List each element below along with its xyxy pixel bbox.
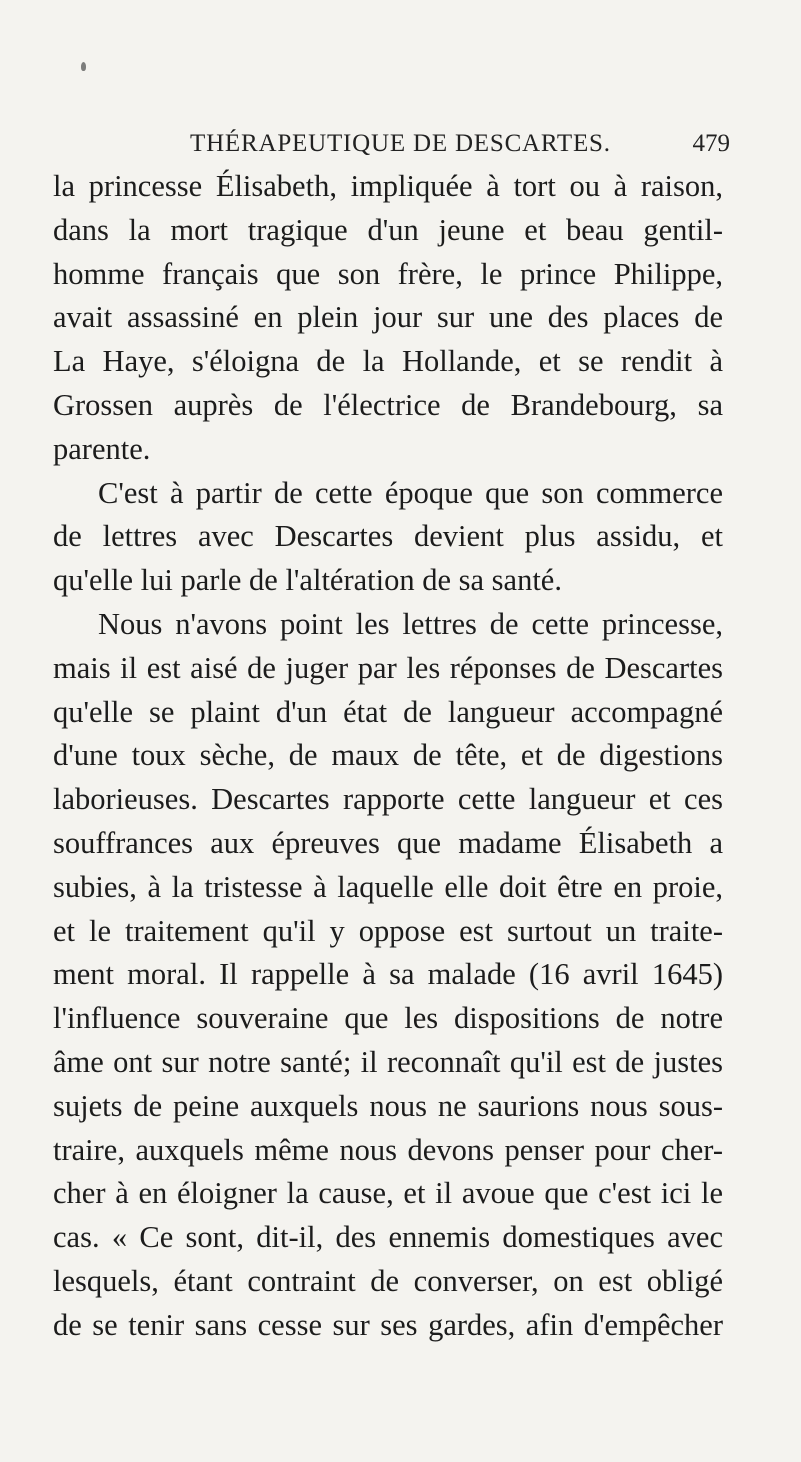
text-line: la princesse Élisabeth, impliquée à tort ou à raison,	[53, 169, 723, 203]
running-title: THÉRAPEUTIQUE DE DESCARTES.	[190, 130, 611, 157]
text-line: cas. « Ce sont, dit-il, des ennemis domestiques avec	[53, 1220, 723, 1255]
text-line: qu'elle lui parle de l'altération de sa santé.	[53, 563, 562, 598]
text-line: traire, auxquels même nous devons penser pour cher-	[53, 1132, 723, 1167]
text-line: Grossen auprès de l'électrice de Brandebourg, sa	[53, 387, 723, 422]
text-line: C'est à partir de cette époque que son commerce	[98, 475, 723, 510]
text-line: de lettres avec Descartes devient plus assidu, et	[53, 519, 723, 554]
text-line: et le traitement qu'il y oppose est surtout un traite-	[53, 913, 723, 948]
running-header	[190, 130, 730, 164]
text-line: lesquels, étant contraint de converser, on est obligé	[53, 1263, 723, 1298]
text-line: homme français que son frère, le prince Philippe,	[53, 256, 723, 291]
text-line: cher à en éloigner la cause, et il avoue que c'est ici le	[53, 1176, 723, 1211]
text-line: subies, à la tristesse à laquelle elle doit être en proie,	[53, 869, 723, 904]
text-line: de se tenir sans cesse sur ses gardes, afin d'empêcher	[53, 1307, 723, 1342]
text-line: souffrances aux épreuves que madame Élisabeth a	[53, 825, 723, 860]
text-line: parente.	[53, 431, 151, 466]
body-text	[53, 165, 723, 1348]
text-line: qu'elle se plaint d'un état de langueur accompagné	[53, 694, 723, 729]
ink-speck	[81, 62, 86, 71]
text-line: l'influence souveraine que les dispositions de notre	[53, 1001, 723, 1036]
text-line: sujets de peine auxquels nous ne saurions nous sous-	[53, 1088, 723, 1123]
text-line: ment moral. Il rappelle à sa malade (16 avril 1645)	[53, 957, 723, 992]
text-line: âme ont sur notre santé; il reconnaît qu'il est de justes	[53, 1044, 723, 1079]
text-line: avait assassiné en plein jour sur une des places de	[53, 300, 723, 335]
text-line: laborieuses. Descartes rapporte cette langueur et ces	[53, 782, 723, 817]
text-line: Nous n'avons point les lettres de cette princesse,	[98, 606, 723, 641]
text-line: dans la mort tragique d'un jeune et beau gentil-	[53, 212, 723, 247]
page-number: 479	[692, 130, 730, 157]
text-line: La Haye, s'éloigna de la Hollande, et se rendit à	[53, 344, 723, 379]
text-line: d'une toux sèche, de maux de tête, et de digestions	[53, 738, 723, 773]
text-line: mais il est aisé de juger par les réponses de Descartes	[53, 650, 723, 685]
